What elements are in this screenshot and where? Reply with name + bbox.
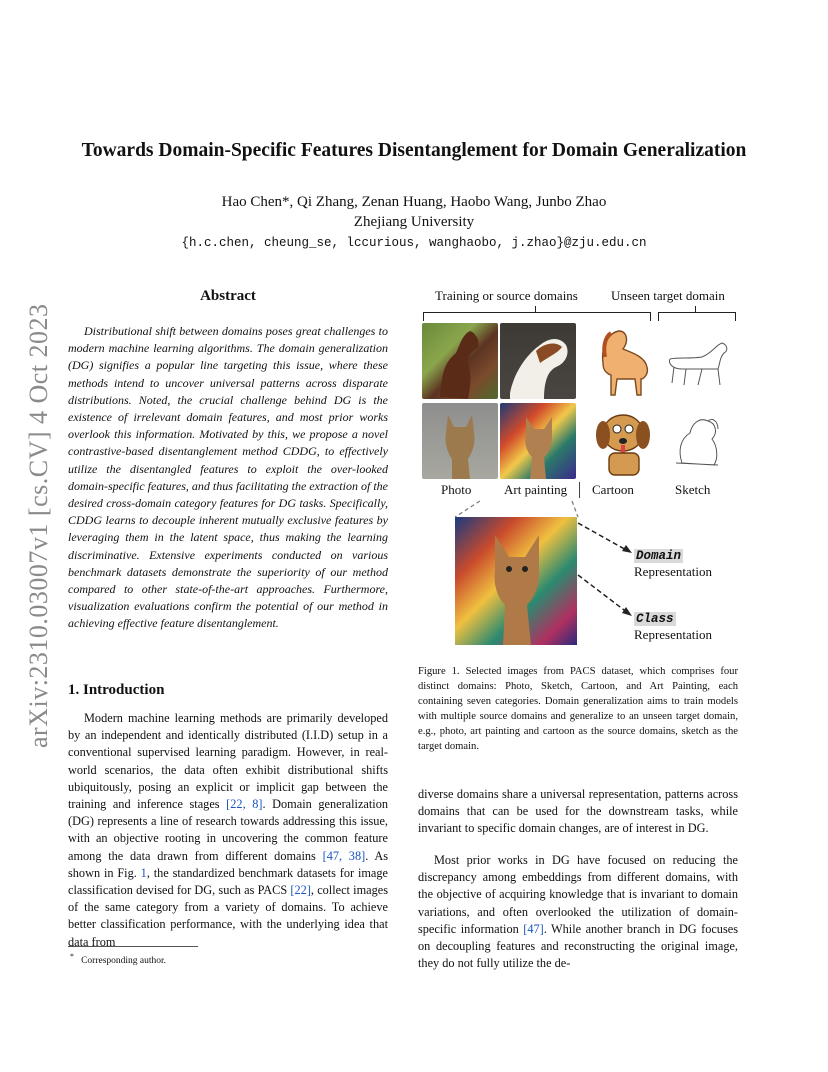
author-emails: {h.c.chen, cheung_se, lccurious, wanghaobo, j.zhao}@zju.edu.cn <box>181 236 647 250</box>
intro-text: Modern machine learning methods are primarily developed by an independent and identically distributed (I.I.D) setup in a conventional supervised learning paradigm. However, in real-world scenarios, the data often exhibit distributional shifts ubiquitously, posing an explicit or implicit gap between the training and inference stages <box>68 711 388 812</box>
footnote-rule <box>68 946 198 947</box>
training-brace-tick <box>535 306 536 312</box>
sketch-dog-image <box>662 403 738 479</box>
author-list: Hao Chen*, Qi Zhang, Zenan Huang, Haobo Wang, Junbo Zhao <box>221 194 607 210</box>
figure-connector-arrows <box>440 495 640 625</box>
intro-text: , collect images of the same category from a variety of domains. To achieve better classification performance, with the underlying idea that data from <box>68 883 388 949</box>
horse-portrait-icon <box>500 323 576 399</box>
intro-paragraph-2 <box>418 852 738 972</box>
unseen-domain-label: Unseen target domain <box>611 288 725 303</box>
section-heading-introduction: 1. Introduction <box>68 682 165 698</box>
dog-painting-icon <box>500 403 576 479</box>
intro-paragraph-1-continued: diverse domains share a universal representation, patterns across domains that can be used for the downstream tasks, while invariant to specific domain changes, are of interest in DG. <box>418 787 738 836</box>
affiliation: Zhejiang University <box>353 214 475 230</box>
domain-label-cartoon: Cartoon <box>592 482 634 497</box>
art-horse-image <box>500 323 576 399</box>
cartoon-horse-icon <box>583 323 659 399</box>
intro-text: Most prior works in DG have focused on reducing the discrepancy among embeddings from different domains, with the objective of acquiring knowledge that is invariant to domain variations, and often overlooked the utilization of domain-specific information <box>418 853 738 936</box>
abstract-heading: Abstract <box>200 288 256 304</box>
footnote-text: Corresponding author. <box>81 956 167 967</box>
footnote-mark: * <box>70 952 74 961</box>
citation-link[interactable]: [47] <box>523 921 544 936</box>
figure-reference-link[interactable]: 1 <box>140 865 147 880</box>
horse-silhouette-icon <box>422 323 498 399</box>
cartoon-dog-image <box>583 403 659 479</box>
domain-label-photo: Photo <box>441 482 472 497</box>
arxiv-identifier: arXiv:2310.03007v1 [cs.CV] 4 Oct 2023 <box>24 303 53 748</box>
unseen-brace-tick <box>695 306 696 312</box>
dog-photo-icon <box>422 403 498 479</box>
unseen-brace <box>658 312 736 321</box>
cartoon-dog-icon <box>583 403 659 479</box>
intro-paragraph-1 <box>68 710 388 951</box>
footnote <box>70 952 166 966</box>
intro-text: . While another branch in DG focuses on decoupling features and reconstructing the original image, they do not fully utilize the de- <box>418 921 738 971</box>
domain-tag: Domain <box>636 549 682 563</box>
citation-link[interactable]: [47, 38] <box>322 848 366 863</box>
paper-title: Towards Domain-Specific Features Disentanglement for Domain Generalization <box>81 140 747 161</box>
citation-link[interactable]: [22, 8] <box>226 797 263 812</box>
sketch-horse-image <box>662 323 738 399</box>
class-tag: Class <box>636 612 674 626</box>
training-brace <box>423 312 651 321</box>
domain-representation <box>634 546 712 580</box>
citation-link[interactable]: [22] <box>290 883 311 898</box>
photo-horse-image <box>422 323 498 399</box>
abstract-text: Distributional shift between domains poses great challenges to modern machine learning algorithms. The domain generalization (DG) signifies a popular line targeting this issue, where these methods intend to uncover universal patterns across disparate distributions. Noted, the crucial challenge behind DG is the existence of irrelevant domain features, and most prior works overlook this information. Motivated by this, we propose a novel contrastive-based disentanglement method CDDG, to effectively utilize the disentangled features to exploit the over-looked domain-specific features, and thus facilitating the extraction of the desired cross-domain category features for DG tasks. Specifically, CDDG learns to decouple inherent mutually exclusive features by leveraging them in the latent space, thus making the learning discriminative. Extensive experiments conducted on various benchmark datasets demonstrate the superiority of our method compared to other state-of-the-art approaches. Furthermore, visualization evaluations confirm the potential of our method in achieving effective feature disentanglement. <box>68 324 388 631</box>
intro-text: , the standardized benchmark datasets for image classification devised for DG, such as PACS <box>68 865 388 898</box>
class-representation <box>634 609 712 643</box>
class-representation-label: Representation <box>634 627 712 642</box>
art-dog-image <box>500 403 576 479</box>
training-domains-label: Training or source domains <box>435 288 578 303</box>
domain-representation-label: Representation <box>634 564 712 579</box>
intro-text: . As shown in Fig. <box>68 848 389 880</box>
domain-label-sketch: Sketch <box>675 482 711 497</box>
intro-text: . Domain generalization (DG) represents a line of research towards addressing this issue, with an objective rooting in uncovering the common feature among the data drawn from different domains <box>68 797 389 863</box>
domain-label-art-painting: Art painting <box>504 482 568 497</box>
sketch-horse-icon <box>662 323 738 399</box>
cartoon-horse-image <box>583 323 659 399</box>
photo-dog-image <box>422 403 498 479</box>
sketch-dog-icon <box>662 403 738 479</box>
figure-caption: Figure 1. Selected images from PACS dataset, which comprises four distinct domains: Photo, Sketch, Cartoon, and Art Painting, each containing seven categories. Domain generalization aims to train models with multiple source domains and generalize to an unseen target domain, e.g., photo, art painting and cartoon as the source domains, sketch as the target domain. <box>418 666 738 752</box>
